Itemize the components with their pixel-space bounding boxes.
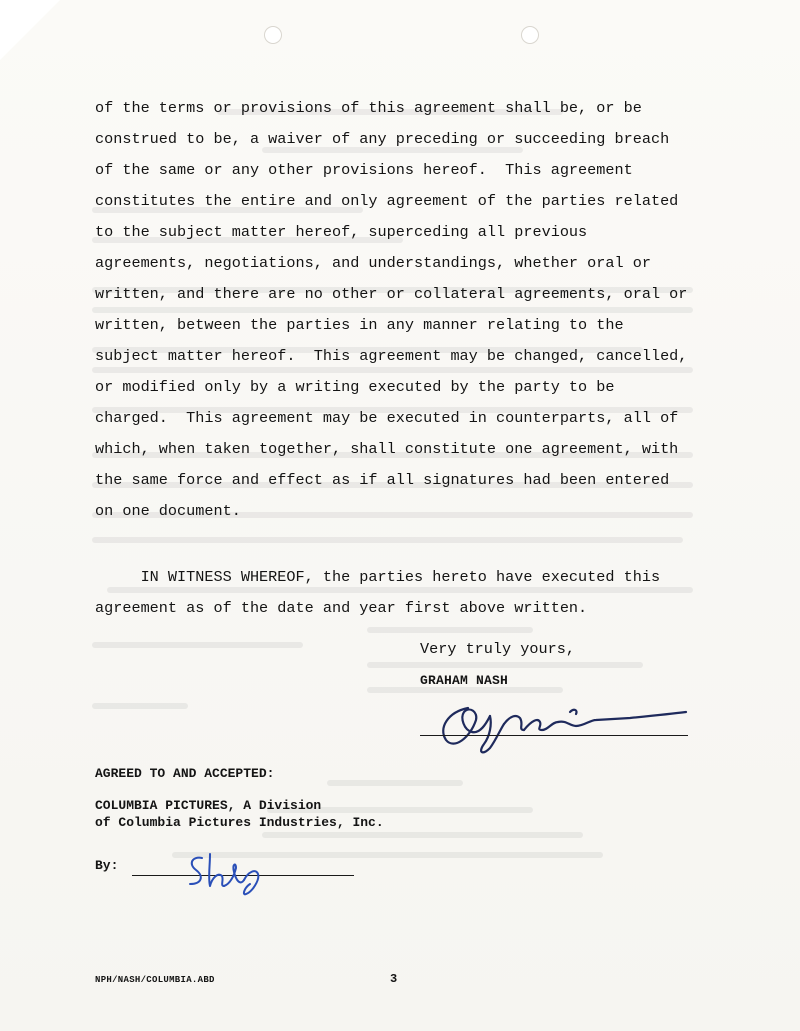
graham-nash-signature <box>420 690 690 760</box>
body-line: which, when taken together, shall constitute one agreement, with <box>95 440 679 458</box>
witness-line: agreement as of the date and year first above written. <box>95 599 588 617</box>
body-line: of the same or any other provisions hereof. This agreement <box>95 161 633 179</box>
body-line: on one document. <box>95 502 241 520</box>
body-line: charged. This agreement may be executed in counterparts, all of <box>95 409 679 427</box>
signatory-name: GRAHAM NASH <box>420 673 509 688</box>
body-line: written, and there are no other or collateral agreements, oral or <box>95 285 688 303</box>
company-block <box>95 797 384 831</box>
company-line: COLUMBIA PICTURES, A Division <box>95 798 322 813</box>
body-line: or modified only by a writing executed by the party to be <box>95 378 615 396</box>
signature-line-graham <box>420 735 688 736</box>
witness-clause <box>95 562 715 624</box>
body-line: to the subject matter hereof, superceding all previous <box>95 223 588 241</box>
body-line: subject matter hereof. This agreement may be changed, cancelled, <box>95 347 688 365</box>
footer-reference: NPH/NASH/COLUMBIA.ABD <box>95 975 215 985</box>
columbia-signature <box>180 850 270 900</box>
body-line: written, between the parties in any manner relating to the <box>95 316 624 334</box>
body-line: construed to be, a waiver of any preceding or succeeding breach <box>95 130 670 148</box>
by-label: By: <box>95 858 119 873</box>
witness-line: IN WITNESS WHEREOF, the parties hereto have executed this <box>95 568 661 586</box>
body-line: the same force and effect as if all signatures had been entered <box>95 471 670 489</box>
agreement-body-paragraph <box>95 93 715 527</box>
body-line: constitutes the entire and only agreement of the parties related <box>95 192 679 210</box>
body-line: of the terms or provisions of this agreement shall be, or be <box>95 99 642 117</box>
page-number: 3 <box>390 972 398 986</box>
agreed-heading: AGREED TO AND ACCEPTED: <box>95 766 275 781</box>
closing-salutation: Very truly yours, <box>420 640 575 658</box>
company-line: of Columbia Pictures Industries, Inc. <box>95 815 384 830</box>
body-line: agreements, negotiations, and understandings, whether oral or <box>95 254 651 272</box>
